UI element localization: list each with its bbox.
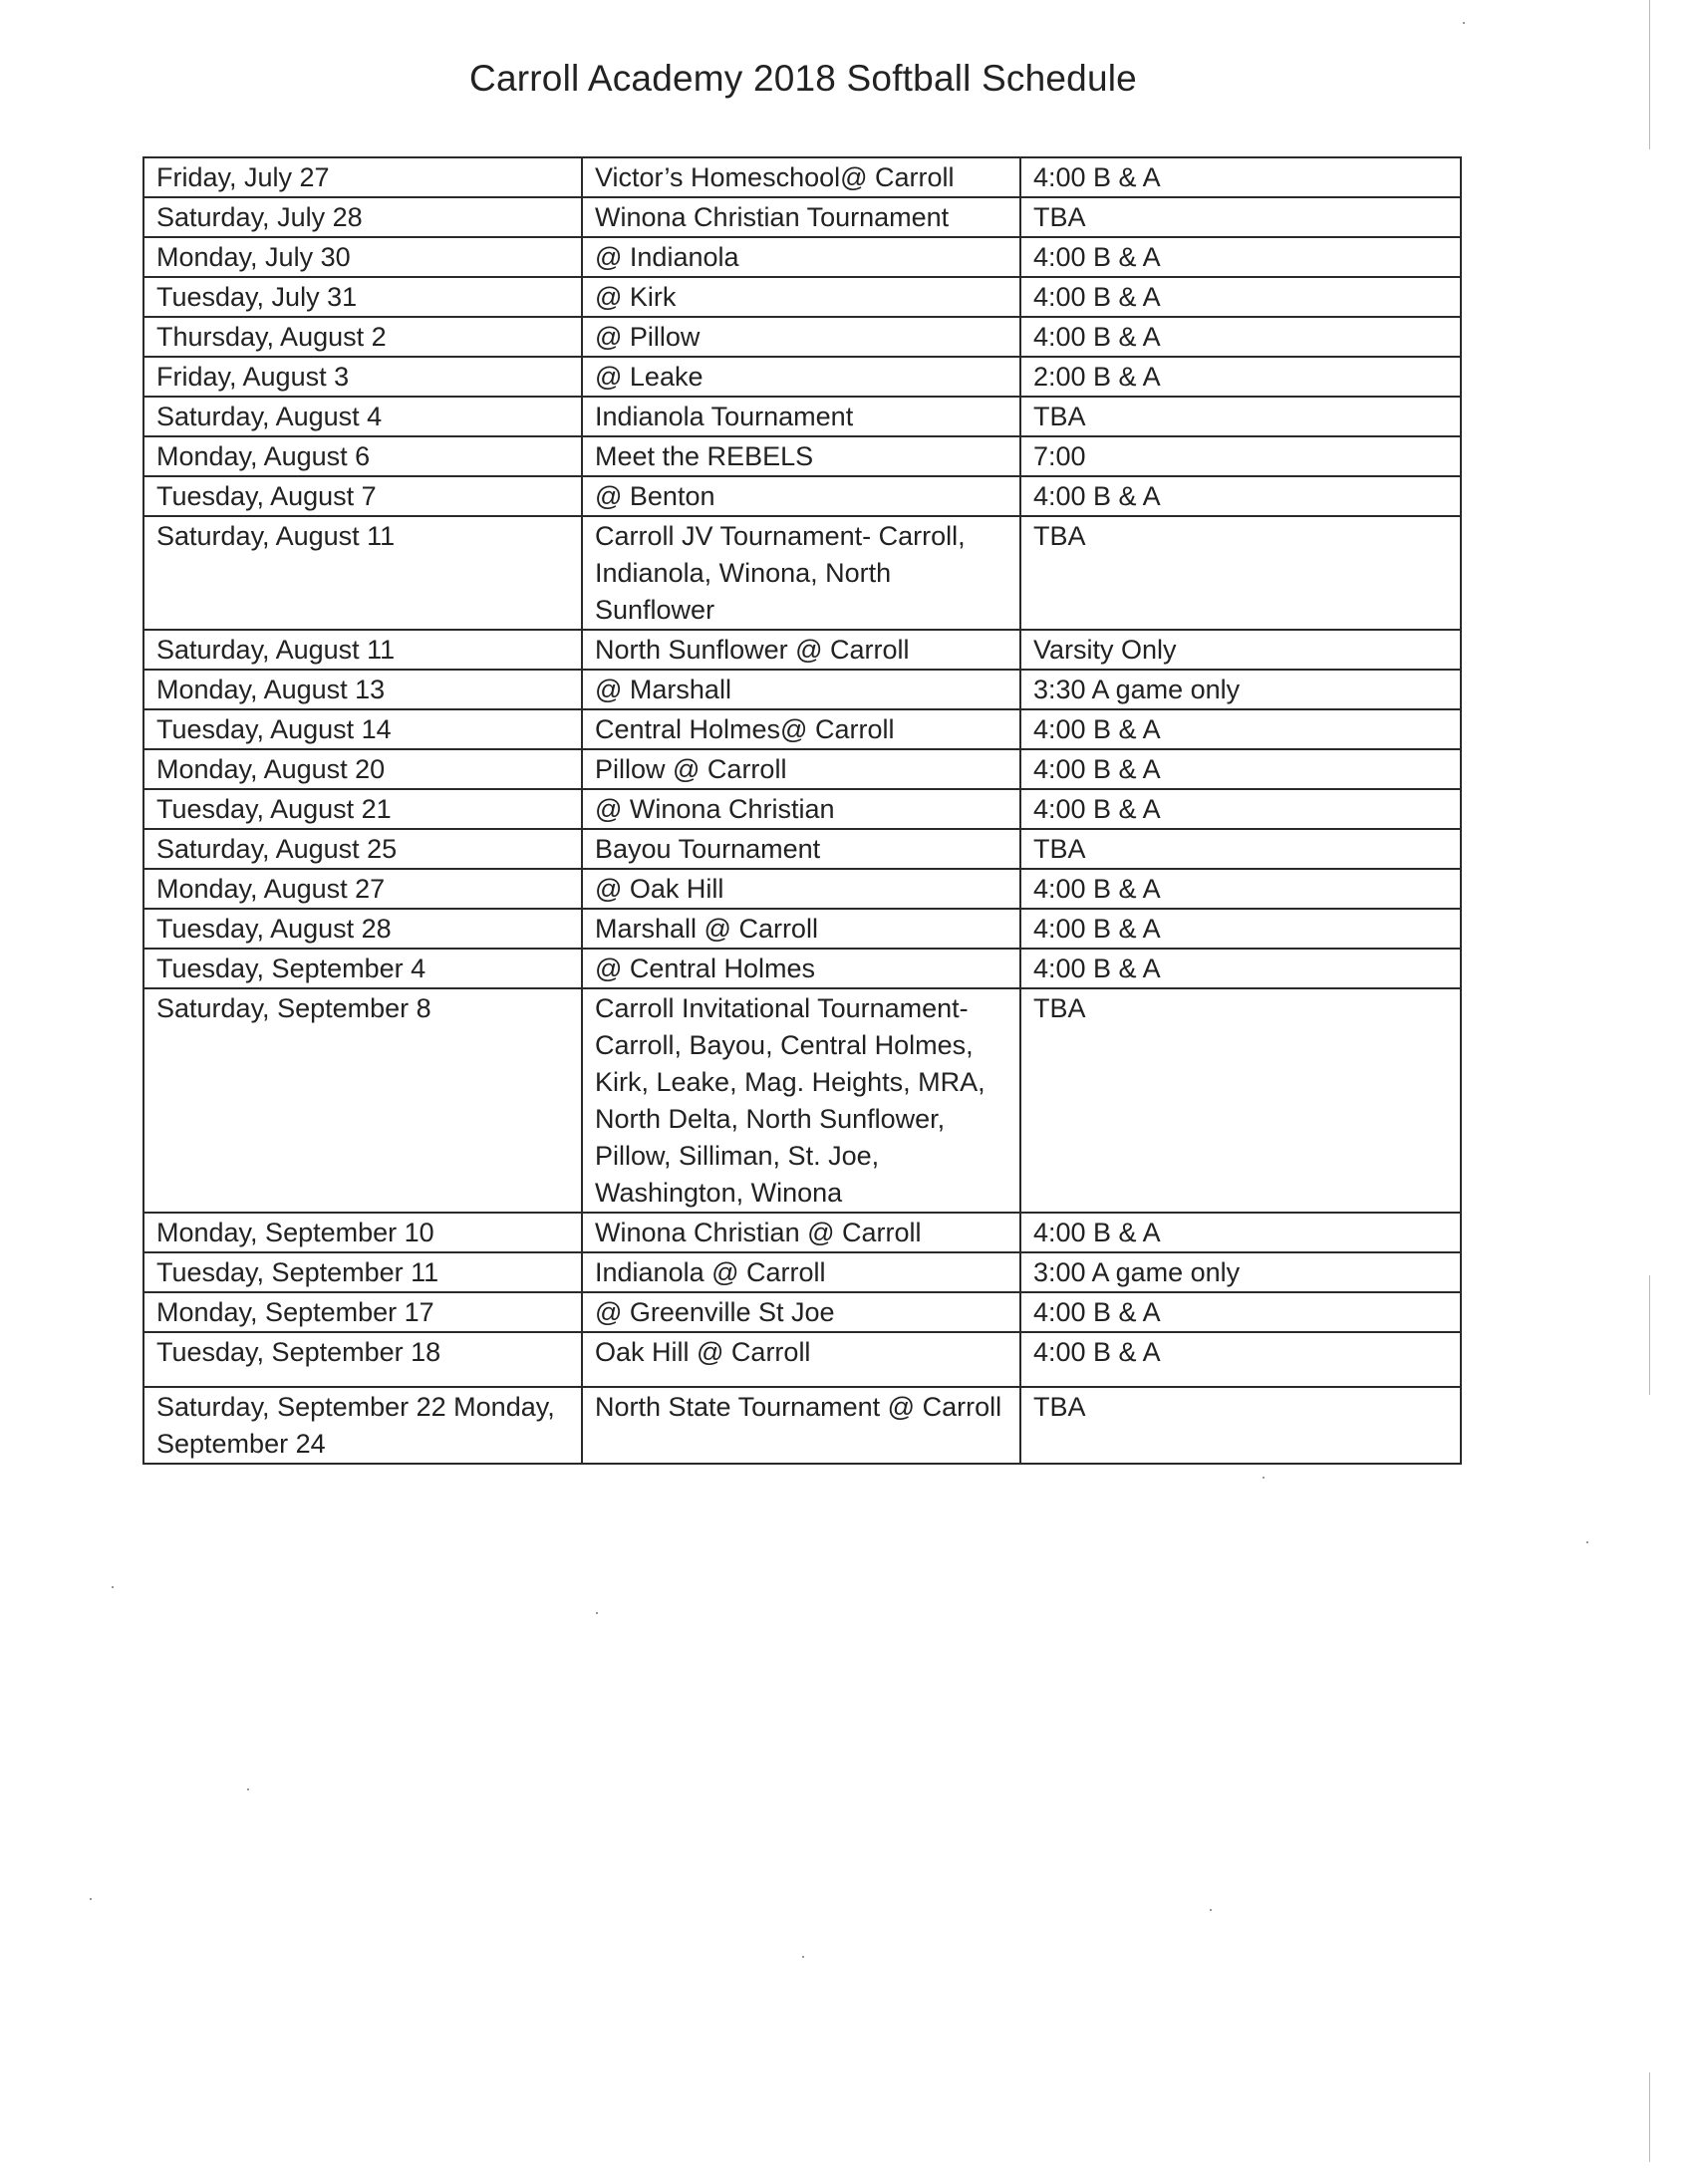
time-cell: 4:00 B & A <box>1020 157 1461 197</box>
scan-speck <box>1586 1541 1588 1543</box>
date-cell: Tuesday, September 11 <box>143 1252 582 1292</box>
date-cell: Monday, August 13 <box>143 670 582 709</box>
scan-edge-line <box>1649 2072 1650 2162</box>
scan-speck <box>1210 1909 1212 1911</box>
table-row <box>143 397 1461 436</box>
time-cell: 3:30 A game only <box>1020 670 1461 709</box>
date-cell: Friday, August 3 <box>143 357 582 397</box>
date-cell: Tuesday, September 4 <box>143 949 582 988</box>
table-row <box>143 516 1461 630</box>
scan-speck <box>596 1612 598 1614</box>
table-row <box>143 630 1461 670</box>
opponent-cell: @ Winona Christian <box>582 789 1020 829</box>
table-row <box>143 909 1461 949</box>
table-row <box>143 789 1461 829</box>
table-row <box>143 988 1461 1213</box>
date-cell: Saturday, August 4 <box>143 397 582 436</box>
table-row <box>143 317 1461 357</box>
opponent-cell: @ Pillow <box>582 317 1020 357</box>
table-row <box>143 869 1461 909</box>
opponent-cell: Carroll Invitational Tournament- Carroll, Bayou, Central Holmes, Kirk, Leake, Mag. Heights, MRA, North Delta, North Sunflower, Pillow, Silliman, St. Joe, Washington, Winona <box>582 988 1020 1213</box>
table-row <box>143 197 1461 237</box>
table-row <box>143 829 1461 869</box>
date-cell: Saturday, August 25 <box>143 829 582 869</box>
time-cell: TBA <box>1020 397 1461 436</box>
time-cell: 4:00 B & A <box>1020 237 1461 277</box>
time-cell: 3:00 A game only <box>1020 1252 1461 1292</box>
time-cell: 7:00 <box>1020 436 1461 476</box>
opponent-cell: @ Indianola <box>582 237 1020 277</box>
time-cell: 4:00 B & A <box>1020 949 1461 988</box>
table-row <box>143 749 1461 789</box>
scan-edge-line <box>1649 1275 1650 1395</box>
opponent-cell: Meet the REBELS <box>582 436 1020 476</box>
time-cell: 4:00 B & A <box>1020 709 1461 749</box>
date-cell: Saturday, August 11 <box>143 516 582 630</box>
time-cell: TBA <box>1020 1387 1461 1464</box>
scan-speck <box>1463 22 1465 24</box>
table-row <box>143 1332 1461 1387</box>
date-cell: Friday, July 27 <box>143 157 582 197</box>
date-cell: Monday, August 6 <box>143 436 582 476</box>
date-cell: Saturday, August 11 <box>143 630 582 670</box>
date-cell: Tuesday, September 18 <box>143 1332 582 1387</box>
scan-speck <box>802 1956 804 1958</box>
opponent-cell: Victor’s Homeschool@ Carroll <box>582 157 1020 197</box>
opponent-cell: @ Oak Hill <box>582 869 1020 909</box>
opponent-cell: Carroll JV Tournament- Carroll, Indianola, Winona, North Sunflower <box>582 516 1020 630</box>
time-cell: 4:00 B & A <box>1020 476 1461 516</box>
date-cell: Tuesday, August 21 <box>143 789 582 829</box>
table-row <box>143 436 1461 476</box>
table-row <box>143 709 1461 749</box>
table-row <box>143 670 1461 709</box>
opponent-cell: Indianola @ Carroll <box>582 1252 1020 1292</box>
opponent-cell: @ Kirk <box>582 277 1020 317</box>
date-cell: Tuesday, August 7 <box>143 476 582 516</box>
time-cell: Varsity Only <box>1020 630 1461 670</box>
time-cell: 4:00 B & A <box>1020 317 1461 357</box>
time-cell: TBA <box>1020 829 1461 869</box>
opponent-cell: North Sunflower @ Carroll <box>582 630 1020 670</box>
date-cell: Saturday, July 28 <box>143 197 582 237</box>
date-cell: Monday, September 10 <box>143 1213 582 1252</box>
time-cell: 2:00 B & A <box>1020 357 1461 397</box>
time-cell: 4:00 B & A <box>1020 1292 1461 1332</box>
opponent-cell: Central Holmes@ Carroll <box>582 709 1020 749</box>
opponent-cell: North State Tournament @ Carroll <box>582 1387 1020 1464</box>
date-cell: Monday, July 30 <box>143 237 582 277</box>
time-cell: TBA <box>1020 988 1461 1213</box>
opponent-cell: @ Benton <box>582 476 1020 516</box>
page-title: Carroll Academy 2018 Softball Schedule <box>469 58 1137 99</box>
opponent-cell: Marshall @ Carroll <box>582 909 1020 949</box>
scan-speck <box>247 1788 249 1790</box>
date-cell: Tuesday, August 28 <box>143 909 582 949</box>
date-cell: Tuesday, July 31 <box>143 277 582 317</box>
time-cell: 4:00 B & A <box>1020 749 1461 789</box>
table-row <box>143 1292 1461 1332</box>
time-cell: TBA <box>1020 516 1461 630</box>
table-row <box>143 1213 1461 1252</box>
date-cell: Thursday, August 2 <box>143 317 582 357</box>
opponent-cell: @ Leake <box>582 357 1020 397</box>
date-cell: Monday, August 20 <box>143 749 582 789</box>
opponent-cell: Bayou Tournament <box>582 829 1020 869</box>
time-cell: 4:00 B & A <box>1020 869 1461 909</box>
date-cell: Saturday, September 8 <box>143 988 582 1213</box>
opponent-cell: @ Marshall <box>582 670 1020 709</box>
table-row <box>143 949 1461 988</box>
scan-speck <box>90 1898 92 1900</box>
time-cell: 4:00 B & A <box>1020 277 1461 317</box>
scan-speck <box>112 1586 114 1588</box>
table-row <box>143 1252 1461 1292</box>
table-row <box>143 357 1461 397</box>
table-row <box>143 1387 1461 1464</box>
time-cell: 4:00 B & A <box>1020 1213 1461 1252</box>
table-row <box>143 237 1461 277</box>
opponent-cell: Pillow @ Carroll <box>582 749 1020 789</box>
scan-edge-line <box>1649 0 1650 149</box>
opponent-cell: Winona Christian @ Carroll <box>582 1213 1020 1252</box>
schedule-table <box>142 156 1462 1465</box>
opponent-cell: Indianola Tournament <box>582 397 1020 436</box>
time-cell: 4:00 B & A <box>1020 909 1461 949</box>
table-row <box>143 277 1461 317</box>
date-cell: Monday, September 17 <box>143 1292 582 1332</box>
opponent-cell: @ Greenville St Joe <box>582 1292 1020 1332</box>
table-row <box>143 157 1461 197</box>
opponent-cell: @ Central Holmes <box>582 949 1020 988</box>
date-cell: Saturday, September 22 Monday, September 24 <box>143 1387 582 1464</box>
opponent-cell: Oak Hill @ Carroll <box>582 1332 1020 1387</box>
schedule-body <box>143 157 1461 1464</box>
time-cell: TBA <box>1020 197 1461 237</box>
date-cell: Monday, August 27 <box>143 869 582 909</box>
opponent-cell: Winona Christian Tournament <box>582 197 1020 237</box>
time-cell: 4:00 B & A <box>1020 789 1461 829</box>
scan-speck <box>1263 1477 1265 1479</box>
table-row <box>143 476 1461 516</box>
date-cell: Tuesday, August 14 <box>143 709 582 749</box>
time-cell: 4:00 B & A <box>1020 1332 1461 1387</box>
